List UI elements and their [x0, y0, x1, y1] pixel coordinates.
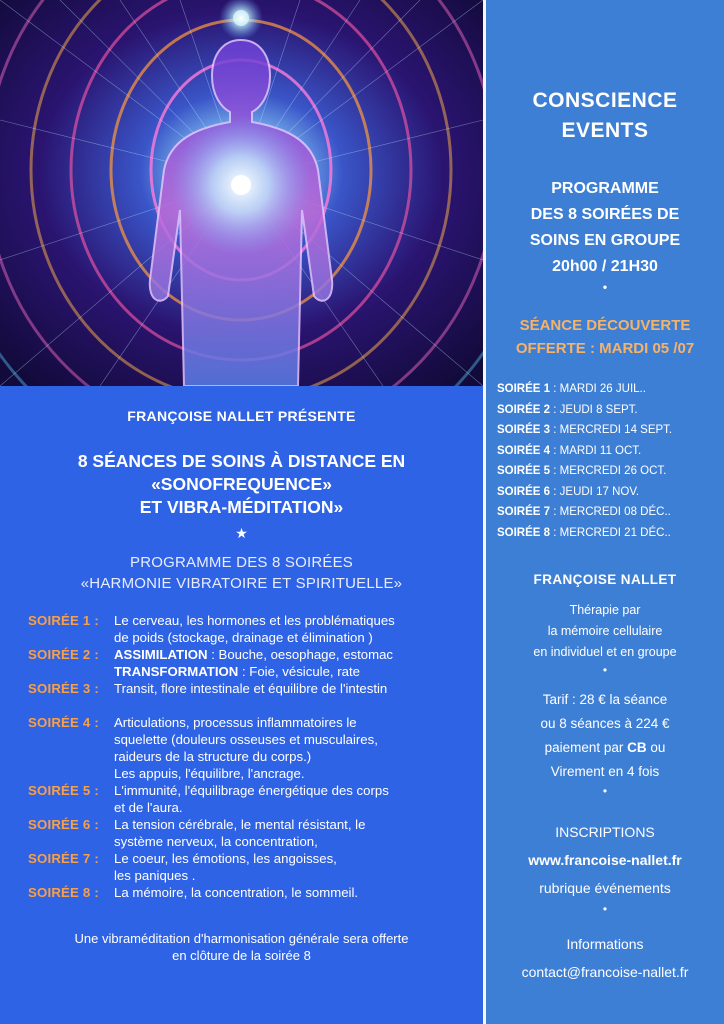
discovery-offer	[486, 314, 724, 360]
session-label: SOIRÉE 7	[28, 851, 91, 866]
label-separator: :	[94, 613, 99, 628]
session-text: et de l'aura.	[114, 800, 183, 815]
program-line: PROGRAMME DES 8 SOIRÉES	[130, 554, 353, 571]
label-separator: :	[94, 851, 99, 866]
date-separator: :	[550, 526, 560, 539]
date-row	[497, 379, 722, 400]
date-separator: :	[550, 506, 560, 518]
session-text: squelette (douleurs osseuses et musculaires,	[114, 732, 378, 747]
session-label: SOIRÉE 8	[28, 885, 91, 900]
date-value: MERCREDI 26 OCT.	[559, 465, 667, 477]
hero-image-energy-body	[0, 0, 483, 386]
session-row-2	[28, 646, 478, 680]
program-summary-line: PROGRAMME	[551, 180, 659, 197]
session-text: Les appuis, l'équilibre, l'ancrage.	[114, 766, 305, 781]
session-text: La tension cérébrale, le mental résistant, le	[114, 817, 366, 832]
star-icon: ★	[235, 525, 248, 541]
session-text: raideurs de la structure du corps.)	[114, 749, 312, 764]
closing-note	[0, 930, 483, 964]
payment-line: paiement par CB ou	[544, 740, 666, 755]
tarif-line: ou 8 séances à 224 €	[540, 716, 670, 731]
bullet-icon: •	[602, 280, 608, 294]
website-section: rubrique événements	[539, 880, 671, 896]
offer-line: SÉANCE DÉCOUVERTE	[519, 317, 691, 334]
session-text: La mémoire, la concentration, le sommeil.	[114, 885, 359, 900]
registration	[486, 818, 724, 916]
therapy-description	[486, 600, 724, 677]
session-row-4	[28, 714, 478, 782]
date-separator: :	[550, 485, 560, 498]
registration-label: INSCRIPTIONS	[555, 824, 655, 840]
session-keyword: TRANSFORMATION	[114, 664, 239, 679]
program-time: 20h00 / 21H30	[552, 258, 658, 275]
label-separator: :	[94, 647, 99, 662]
program-summary	[486, 176, 724, 294]
date-separator: :	[550, 383, 560, 395]
program-summary-line: SOINS EN GROUPE	[529, 232, 681, 249]
session-list	[28, 612, 478, 901]
therapy-line: en individuel et en groupe	[533, 645, 677, 659]
date-label: SOIRÉE 2	[497, 403, 551, 416]
date-row	[497, 502, 722, 523]
date-value: MARDI 11 OCT.	[559, 444, 642, 457]
session-dates	[497, 379, 722, 543]
date-value: MERCREDI 08 DÉC..	[559, 506, 671, 518]
date-row	[497, 482, 722, 503]
date-label: SOIRÉE 5	[497, 465, 551, 477]
session-row-1	[28, 612, 478, 646]
label-separator: :	[94, 715, 99, 730]
session-text: système nerveux, la concentration,	[114, 834, 318, 849]
date-row	[497, 420, 722, 441]
date-row	[497, 441, 722, 462]
session-text: : Foie, vésicule, rate	[238, 664, 360, 679]
date-row	[497, 461, 722, 482]
session-text: Articulations, processus inflammatoires le	[114, 715, 357, 730]
date-value: MERCREDI 21 DÉC..	[559, 526, 671, 539]
label-separator: :	[94, 817, 99, 832]
bullet-icon: •	[602, 663, 608, 677]
title-line: ET VIBRA-MÉDITATION»	[139, 497, 344, 517]
session-label: SOIRÉE 5	[28, 783, 91, 798]
program-subtitle	[0, 552, 483, 594]
program-line: «HARMONIE VIBRATOIRE ET SPIRITUELLE»	[80, 575, 403, 592]
therapist-name: FRANÇOISE NALLET	[533, 572, 677, 587]
session-text: L'immunité, l'équilibrage énergétique des corps	[114, 783, 389, 798]
session-text: Le cerveau, les hormones et les problématiques	[114, 613, 395, 628]
session-keyword: ASSIMILATION	[114, 647, 208, 662]
session-text: Le coeur, les émotions, les angoisses,	[114, 851, 337, 866]
closing-line: en clôture de la soirée 8	[172, 948, 311, 963]
date-row	[497, 400, 722, 421]
session-text: les paniques .	[114, 868, 196, 883]
label-separator: :	[94, 783, 99, 798]
bullet-icon: •	[602, 784, 608, 798]
contact-info	[486, 930, 724, 986]
title-line: 8 SÉANCES DE SOINS À DISTANCE EN	[77, 451, 406, 471]
pricing	[486, 688, 724, 798]
date-value: MERCREDI 14 SEPT.	[559, 424, 673, 436]
date-separator: :	[550, 424, 560, 436]
session-label: SOIRÉE 2	[28, 647, 91, 662]
main-title	[10, 450, 473, 519]
offer-line: OFFERTE : MARDI 05 /07	[515, 340, 695, 357]
email-link[interactable]: contact@francoise-nallet.fr	[521, 964, 689, 980]
session-text: : Bouche, oesophage, estomac	[207, 647, 394, 662]
date-label: SOIRÉE 3	[497, 424, 551, 436]
website-link[interactable]: www.francoise-nallet.fr	[528, 852, 682, 868]
info-label: Informations	[566, 936, 644, 952]
session-row-3	[28, 680, 478, 697]
session-row-7	[28, 850, 478, 884]
presenter-line: FRANÇOISE NALLET PRÉSENTE	[127, 408, 356, 424]
date-label: SOIRÉE 7	[497, 506, 551, 518]
session-label: SOIRÉE 6	[28, 817, 91, 832]
date-label: SOIRÉE 4	[497, 444, 551, 457]
closing-line: Une vibraméditation d'harmonisation générale sera offerte	[74, 931, 409, 946]
title-line: «SONOFREQUENCE»	[151, 474, 332, 494]
label-separator: :	[94, 885, 99, 900]
date-value: MARDI 26 JUIL..	[559, 383, 646, 395]
org-line: EVENTS	[561, 119, 649, 142]
transfer-line: Virement en 4 fois	[550, 764, 660, 779]
date-value: JEUDI 17 NOV.	[559, 485, 640, 498]
label-separator: :	[94, 681, 99, 696]
date-separator: :	[550, 444, 560, 457]
date-separator: :	[550, 403, 560, 416]
tarif-line: Tarif : 28 € la séance	[542, 692, 668, 707]
session-row-8	[28, 884, 478, 901]
date-value: JEUDI 8 SEPT.	[559, 403, 638, 416]
date-row	[497, 523, 722, 544]
org-name	[486, 86, 724, 146]
session-text: de poids (stockage, drainage et élimination )	[114, 630, 373, 645]
date-label: SOIRÉE 1	[497, 383, 551, 395]
date-label: SOIRÉE 8	[497, 526, 551, 539]
session-label: SOIRÉE 1	[28, 613, 91, 628]
date-label: SOIRÉE 6	[497, 485, 551, 498]
payment-method: CB	[627, 740, 647, 755]
org-line: CONSCIENCE	[532, 89, 678, 112]
session-label: SOIRÉE 4	[28, 715, 91, 730]
session-row-5	[28, 782, 478, 816]
session-text: Transit, flore intestinale et équilibre de l'intestin	[114, 681, 388, 696]
session-row-6	[28, 816, 478, 850]
session-label: SOIRÉE 3	[28, 681, 91, 696]
therapy-line: la mémoire cellulaire	[547, 624, 663, 638]
therapy-line: Thérapie par	[569, 603, 641, 617]
program-summary-line: DES 8 SOIRÉES DE	[530, 206, 680, 223]
date-separator: :	[550, 465, 560, 477]
bullet-icon: •	[602, 902, 608, 916]
